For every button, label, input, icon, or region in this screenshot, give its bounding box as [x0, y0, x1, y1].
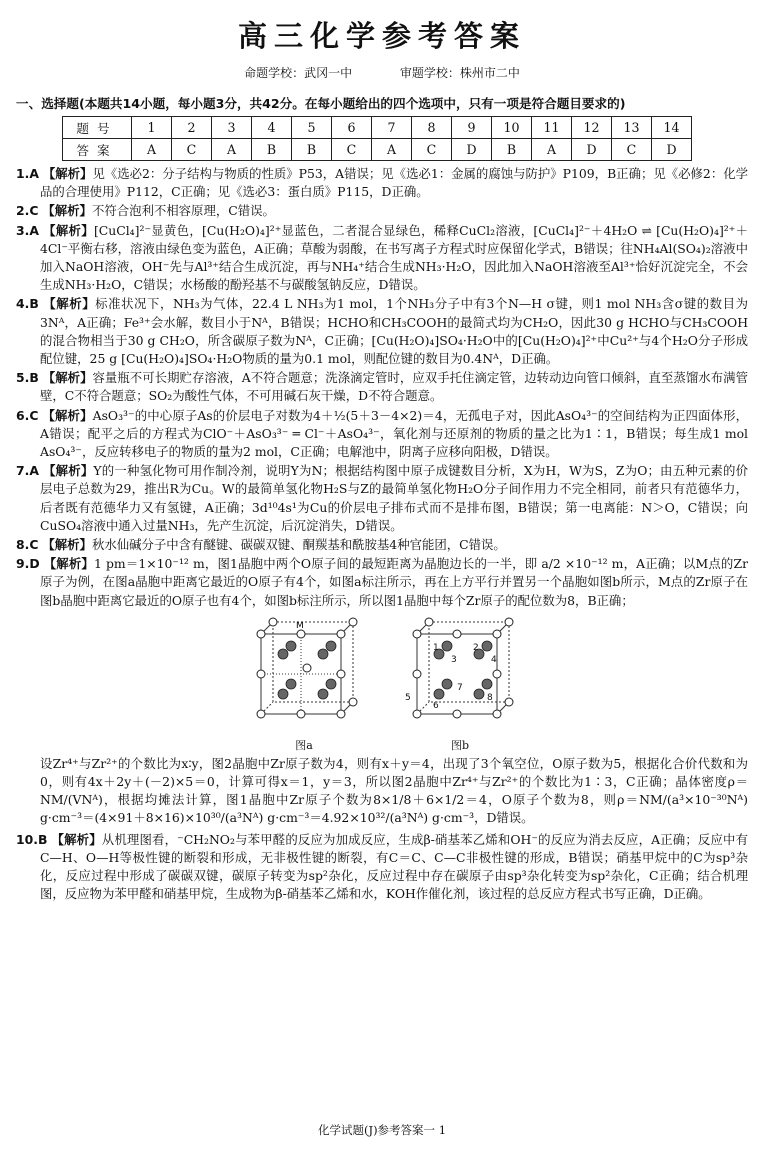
- unit-cell-diagram-b: [395, 614, 525, 732]
- question-number-cell: 14: [652, 117, 692, 139]
- item-9-continuation: 设Zr⁴⁺与Zr²⁺的个数比为x∶y，图2晶胞中Zr原子数为4，则有x＋y＝4，出现了3个氧空位，O原子数为5，根据化合价代数和为0，则有4x＋2y＋(－2)×5＝0，计算可得x＝1，y＝3，所以图2晶胞中Zr⁴⁺与Zr²⁺的个数比为1∶3，C正确；晶体密度ρ＝NM/(VNᴬ)，根据均摊法计算，图1晶胞中Zr原子个数为8×1/8＋6×1/2＝4，O原子个数为8，则ρ＝NM/(a³×10⁻³⁰Nᴬ) g·cm⁻³＝(4×91＋8×16)×10³⁰/(a³Nᴬ) g·cm⁻³＝4.92×10³²/(a³Nᴬ) g·cm⁻³，D错误。: [40, 755, 748, 826]
- item-number: 8.C: [16, 537, 39, 553]
- answer-cell: D: [652, 139, 692, 161]
- explanation-item: [16, 165, 748, 201]
- school-info: [16, 64, 748, 81]
- analysis-tag: 【解析】: [42, 203, 92, 219]
- atom-label: 1: [433, 642, 439, 653]
- item-text: 容量瓶不可长期贮存溶液，A不符合题意；洗涤滴定管时，应双手托住滴定管，边转动边向管口倾斜，直至蒸馏水布满管壁，C不符合题意；SO₂为酸性气体，不可用碱石灰干燥，D不符合题意。: [40, 370, 748, 404]
- question-number-cell: 6: [332, 117, 372, 139]
- answer-row: [63, 139, 692, 161]
- explanation-item: [16, 462, 748, 535]
- answer-cell: A: [212, 139, 252, 161]
- question-number-cell: 9: [452, 117, 492, 139]
- atom-label: 7: [457, 682, 463, 693]
- item-text: AsO₃³⁻的中心原子As的价层电子对数为4＋½(5＋3－4×2)＝4，无孤电子对，因此AsO₄³⁻的空间结构为正四面体形，A错误；配平之后的方程式为ClO⁻＋AsO₃³⁻ ═ Cl⁻＋AsO₄³⁻，氧化剂与还原剂的物质的量之比为1∶1，B错误；每生成1 mol AsO₄³⁻，反应转移电子的物质的量为2 mol，C正确；电解池中，阴离子应移向阳极，D错误。: [40, 407, 748, 460]
- answer-cell: A: [532, 139, 572, 161]
- atom-label: 3: [451, 654, 457, 665]
- answer-cell: B: [492, 139, 532, 161]
- analysis-tag: 【解析】: [51, 831, 102, 847]
- answer-cell: A: [132, 139, 172, 161]
- analysis-tag: 【解析】: [43, 463, 94, 479]
- question-number-cell: 3: [212, 117, 252, 139]
- question-number-cell: 5: [292, 117, 332, 139]
- question-number-cell: 13: [612, 117, 652, 139]
- figure-b: [395, 614, 525, 753]
- proposer-school: 命题学校：武冈一中: [244, 66, 353, 80]
- item-number: 9.D: [16, 556, 40, 572]
- atom-label: 2: [473, 642, 479, 653]
- analysis-tag: 【解析】: [42, 166, 93, 181]
- question-number-row: [63, 117, 692, 139]
- figure-a: [239, 614, 369, 753]
- item-number: 2.C: [16, 203, 39, 219]
- answer-cell: C: [172, 139, 212, 161]
- unit-cell-diagram-a: [239, 614, 369, 732]
- answer-cell: D: [452, 139, 492, 161]
- question-number-cell: 10: [492, 117, 532, 139]
- explanation-item: [16, 222, 748, 295]
- figure-b-caption: 图b: [450, 738, 470, 752]
- item-text: 不符合泡利不相容原理，C错误。: [91, 203, 275, 219]
- row-label-answer: 答案: [63, 139, 132, 161]
- item-number: 7.A: [16, 463, 39, 479]
- analysis-tag: 【解析】: [42, 537, 92, 553]
- point-m-label: M: [296, 620, 304, 631]
- figure-a-caption: 图a: [295, 738, 313, 752]
- answer-cell: A: [372, 139, 412, 161]
- question-number-cell: 2: [172, 117, 212, 139]
- answer-cell: C: [612, 139, 652, 161]
- answer-cell: C: [332, 139, 372, 161]
- explanation-item: [16, 555, 748, 610]
- answer-table: [62, 116, 692, 161]
- atom-label: 8: [487, 692, 493, 703]
- item-text: Y的一种氢化物可用作制冷剂，说明Y为N；根据结构图中原子成键数目分析，X为H，W为S，Z为O；由五种元素的价层电子总数为29，推出R为Cu。W的最简单氢化物H₂S与Z的最简单氢化物H₂O分子间作用力不完全相同，前者只有范德华力，后者既有范德华力又有氢键，A正确；3d¹⁰4s¹为Cu的价层电子排布式而不是排布图，B错误；第一电离能：N＞O，C错误；向CuSO₄溶液中通入过量NH₃，先产生沉淀，后沉淀消失，D错误。: [40, 463, 748, 533]
- page-title: 高三化学参考答案: [237, 19, 526, 53]
- item-text: [CuCl₄]²⁻显黄色，[Cu(H₂O)₄]²⁺显蓝色，二者混合显绿色，稀释CuCl₂溶液，[CuCl₄]²⁻＋4H₂O ⇌ [Cu(H₂O)₄]²⁺＋4Cl⁻平衡右移，溶液由绿色变为蓝色，A正确；草酸为弱酸，在书写离子方程式时应保留化学式，B错误；往NH₄Al(SO₄)₂溶液中加入NaOH溶液，OH⁻先与Al³⁺结合生成沉淀，再与NH₄⁺结合生成NH₃·H₂O，因此加入NaOH溶液至Al³⁺恰好沉淀完全，不会生成NH₃·H₂O，C错误；水杨酸的酚羟基不与碳酸氢钠反应，D错误。: [40, 222, 748, 293]
- question-number-cell: 11: [532, 117, 572, 139]
- row-label-question: 题号: [63, 117, 132, 139]
- question-number-cell: 1: [132, 117, 172, 139]
- answer-cell: B: [252, 139, 292, 161]
- section-heading: 一、选择题(本题共14小题，每小题3分，共42分。在每小题给出的四个选项中，只有一项是符合题目要求的): [16, 96, 626, 111]
- item-number: 5.B: [16, 370, 39, 386]
- analysis-tag: 【解析】: [43, 556, 94, 572]
- item-text: 从机理图看，⁻CH₂NO₂与苯甲醛的反应为加成反应，生成β-硝基苯乙烯和OH⁻的反应为消去反应，A正确；反应中有C—H、O—H等极性键的断裂和形成，无非极性键的断裂，有C＝C、C—C非极性键的形成，B错误；硝基甲烷中的C为sp³杂化，反应过程中形成了碳碳双键，碳原子转变为sp²杂化，反应过程中存在碳原子由sp³杂化转变为sp²杂化，C正确；结合机理图，反应物为苯甲醛和硝基甲烷，生成物为β-硝基苯乙烯和水，KOH作催化剂，该过程的总反应方程式书写正确，D正确。: [40, 831, 749, 902]
- item-number: 4.B: [16, 296, 39, 312]
- item-text: 见《选必2：分子结构与物质的性质》P53，A错误；见《选必1：金属的腐蚀与防护》P109，B正确；见《必修2：化学品的合理使用》P112，C正确；见《选必3：蛋白质》P115，D正确。: [40, 166, 748, 200]
- crystal-figures: [16, 614, 748, 753]
- item-text: 标准状况下，NH₃为气体，22.4 L NH₃为1 mol，1个NH₃分子中有3个N—H σ键，则1 mol NH₃含σ键的数目为3Nᴬ，A正确；Fe³⁺会水解，数目小于Nᴬ，B错误；HCHO和CH₃COOH的最简式均为CH₂O，因此30 g HCHO与CH₃COOH的混合物相当于30 g CH₂O，所含碳原子数为Nᴬ，C正确；[Cu(H₂O)₄]SO₄·H₂O中的[Cu(H₂O)₄]²⁺中Cu²⁺与4个H₂O分子形成配位键，25 g [Cu(H₂O)₄]SO₄·H₂O物质的量为0.1 mol，则配位键的数目为0.4Nᴬ，D正确。: [40, 296, 748, 367]
- answer-cell: B: [292, 139, 332, 161]
- item-number: 3.A: [16, 222, 39, 238]
- explanations: [16, 165, 748, 904]
- atom-label: 6: [433, 700, 439, 711]
- analysis-tag: 【解析】: [42, 370, 93, 386]
- item-text: 秋水仙碱分子中含有醚键、碳碳双键、酮羰基和酰胺基4种官能团，C错误。: [91, 537, 506, 553]
- question-number-cell: 7: [372, 117, 412, 139]
- item-number: 1.A: [16, 166, 39, 181]
- question-number-cell: 8: [412, 117, 452, 139]
- explanation-item: [16, 536, 748, 554]
- analysis-tag: 【解析】: [43, 222, 94, 238]
- reviewer-school: 审题学校：株州市二中: [399, 66, 520, 80]
- answer-cell: C: [412, 139, 452, 161]
- explanation-item: [16, 831, 748, 904]
- question-number-cell: 4: [252, 117, 292, 139]
- item-number: 10.B: [16, 831, 48, 847]
- explanation-item: [16, 202, 748, 220]
- answer-cell: D: [572, 139, 612, 161]
- explanation-item: [16, 295, 748, 368]
- question-number-cell: 12: [572, 117, 612, 139]
- analysis-tag: 【解析】: [43, 296, 96, 312]
- atom-label: 4: [491, 654, 497, 665]
- explanation-item: [16, 407, 748, 462]
- analysis-tag: 【解析】: [42, 407, 93, 423]
- page-footer: 化学试题(J)参考答案一 1: [317, 1123, 447, 1137]
- item-text: 1 pm＝1×10⁻¹² m，图1晶胞中两个O原子间的最短距离为晶胞边长的一半，即 a/2 ×10⁻¹² m，A正确；以M点的Zr原子为例，在图a晶胞中距离它最近的O原子有4个，如图a标注所示，再在上方平行并置另一个晶胞如图b所示，M点的Zr原子在图b晶胞中距离它最近的O原子也有4个，如图b标注所示，所以图1晶胞中每个Zr原子的配位数为8，B正确；: [40, 556, 748, 608]
- item-number: 6.C: [16, 407, 39, 423]
- atom-label: 5: [405, 692, 411, 703]
- explanation-item: [16, 369, 748, 405]
